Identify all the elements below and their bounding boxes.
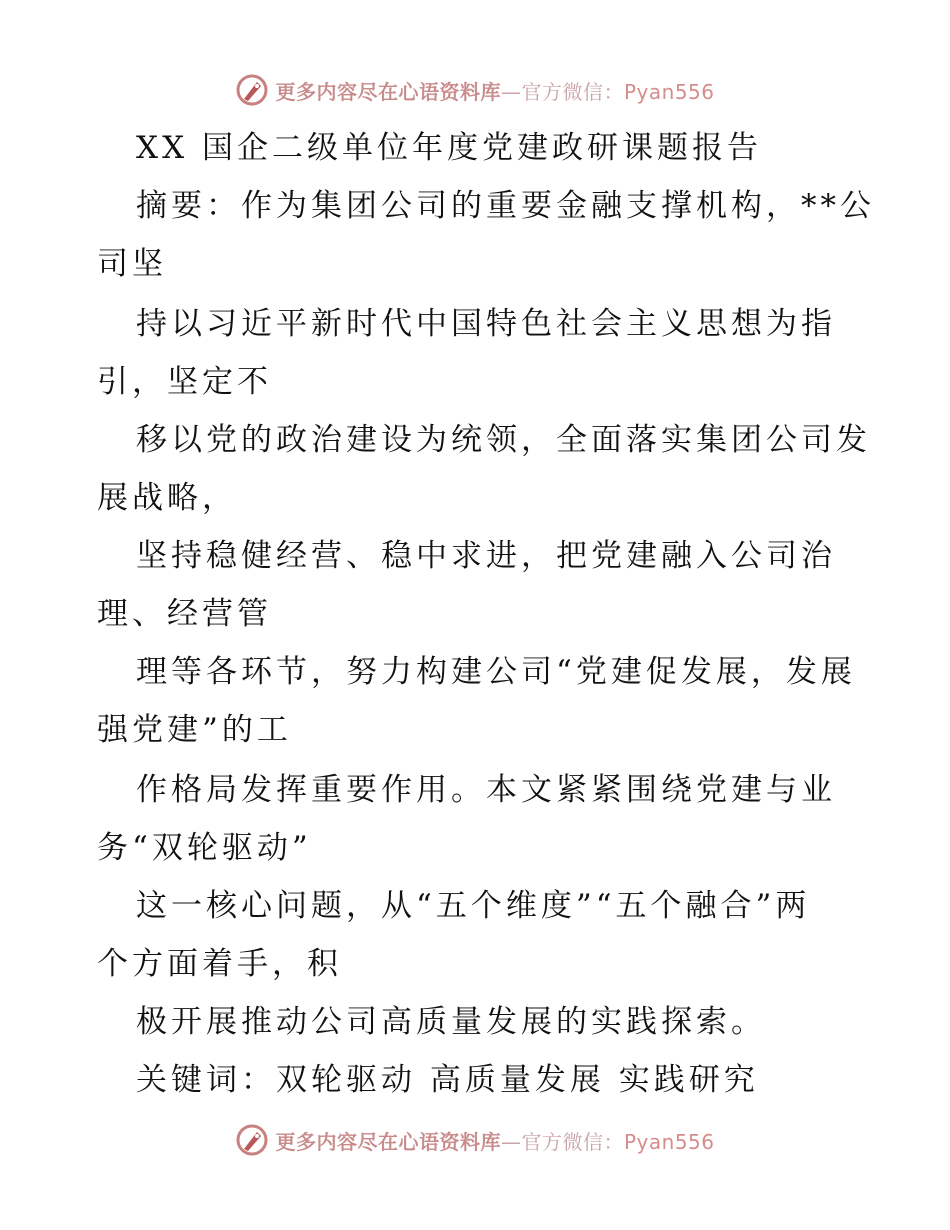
pen-nib-logo-icon [235, 1123, 269, 1157]
watermark-text [275, 76, 714, 105]
body-line: 坚持稳健经营、稳中求进，把党建融入公司治 [136, 538, 836, 574]
watermark-suffix: 官方微信： [521, 1129, 624, 1154]
body-line: 展战略， [97, 480, 237, 516]
watermark-text [275, 1126, 714, 1155]
footer-watermark [0, 1120, 950, 1160]
body-line: 移以党的政治建设为统领，全面落实集团公司发 [136, 422, 871, 458]
body-line: 个方面着手，积 [97, 946, 342, 982]
keywords-line: 关键词：双轮驱动 高质量发展 实践研究 [136, 1062, 759, 1098]
body-line: 持以习近平新时代中国特色社会主义思想为指 [136, 306, 836, 342]
header-watermark [0, 70, 950, 110]
body-line: 理、经营管 [97, 596, 272, 632]
watermark-main: 更多内容尽在心语资料库 [275, 1129, 501, 1154]
watermark-id: Pyan556 [623, 79, 715, 104]
body-line: 理等各环节，努力构建公司“党建促发展，发展 [136, 654, 856, 690]
watermark-separator: — [500, 1129, 522, 1154]
watermark-id: Pyan556 [623, 1129, 715, 1154]
watermark-separator: — [500, 79, 522, 104]
body-line: 摘要：作为集团公司的重要金融支撑机构，**公 [136, 188, 875, 224]
body-line: 司坚 [97, 246, 167, 282]
watermark-suffix: 官方微信： [521, 79, 624, 104]
pen-nib-logo-icon [235, 73, 269, 107]
body-line: 这一核心问题，从“五个维度”“五个融合”两 [136, 888, 811, 924]
body-line: 作格局发挥重要作用。本文紧紧围绕党建与业 [136, 772, 836, 808]
body-line: 极开展推动公司高质量发展的实践探索。 [136, 1004, 766, 1040]
body-line: 强党建”的工 [97, 712, 292, 748]
watermark-main: 更多内容尽在心语资料库 [275, 79, 501, 104]
document-title: XX 国企二级单位年度党建政研课题报告 [136, 130, 762, 166]
body-line: 引，坚定不 [97, 364, 272, 400]
body-line: 务“双轮驱动” [97, 830, 312, 866]
